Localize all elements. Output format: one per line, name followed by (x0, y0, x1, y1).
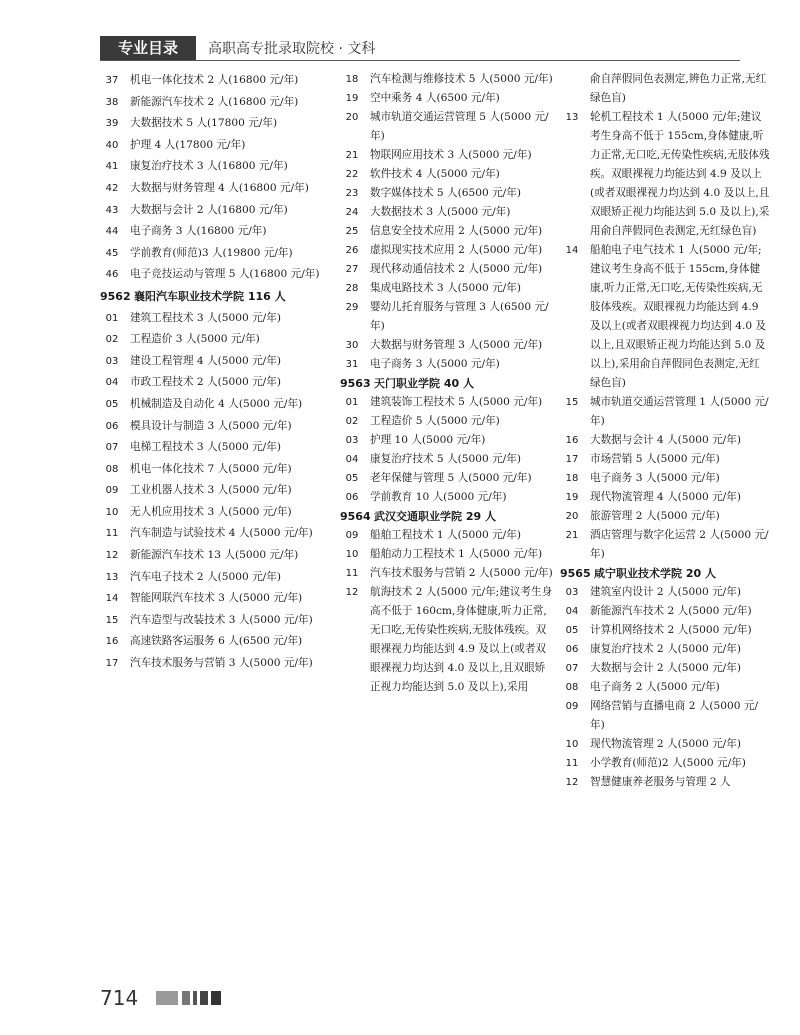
program-entry (100, 459, 334, 481)
program-code: 13 (565, 112, 579, 123)
program-code: 08 (105, 463, 119, 475)
program-code: 04 (345, 454, 359, 465)
program-entry (560, 621, 770, 640)
column-1 (100, 70, 334, 675)
program-entry (100, 567, 334, 589)
program-text: 汽车检测与维修技术 5 人(5000 元/年) (370, 73, 553, 85)
program-entry (100, 264, 334, 286)
program-code: 11 (345, 568, 359, 579)
school-code: 9565 (560, 567, 591, 580)
program-entry (340, 431, 554, 450)
program-code: 05 (105, 398, 119, 410)
program-entry (560, 583, 770, 602)
program-text: 城市轨道交通运营管理 5 人(5000 元/年) (370, 111, 549, 142)
program-code: 23 (345, 188, 359, 199)
program-code: 37 (105, 75, 119, 86)
school-code: 9563 (340, 377, 371, 390)
program-text: 机电一体化技术 2 人(16800 元/年) (130, 74, 299, 86)
program-text: 大数据与财务管理 3 人(5000 元/年) (370, 339, 543, 351)
program-text: 软件技术 4 人(5000 元/年) (370, 168, 500, 180)
page-header (100, 36, 740, 62)
program-code: 18 (565, 473, 579, 484)
program-text: 酒店管理与数字化运营 2 人(5000 元/年) (590, 529, 769, 560)
program-text: 现代物流管理 2 人(5000 元/年) (590, 738, 741, 750)
program-entry (340, 564, 554, 583)
program-text: 机电一体化技术 7 人(5000 元/年) (130, 462, 292, 475)
program-text: 工程造价 3 人(5000 元/年) (130, 333, 260, 346)
column-2 (340, 70, 554, 697)
program-text: 大数据与财务管理 4 人(16800 元/年) (130, 181, 309, 194)
footer-bar (193, 991, 197, 1005)
school-code: 9562 (100, 289, 131, 303)
program-entry (340, 279, 554, 298)
program-text: 智慧健康养老服务与管理 2 人 (590, 776, 731, 788)
program-entry (100, 437, 334, 459)
program-code: 38 (105, 96, 119, 108)
program-code: 30 (345, 340, 359, 351)
program-code: 12 (345, 587, 359, 598)
school-code: 9564 (340, 510, 371, 523)
program-text: 轮机工程技术 1 人(5000 元/年;建议考生身高不低于 155cm,身体健康,听力正常,无口吃,无传染性疾病,无肢体残疾。双眼裸视力均能达到 4.9 及以上(或者双眼裸视力均达到 4.0 及以上,且双眼矫正视力均能达到 5.0 及以上),采用俞自萍假同色表测定,无红绿色盲) (590, 111, 770, 237)
program-entry (560, 241, 770, 393)
program-text: 网络营销与直播电商 2 人(5000 元/年) (590, 700, 759, 731)
program-code: 02 (105, 334, 119, 346)
program-entry (100, 588, 334, 610)
program-code: 06 (345, 492, 359, 503)
school-name: 咸宁职业技术学院 20 人 (594, 567, 716, 580)
footer-decoration (156, 991, 226, 1005)
program-entry (560, 507, 770, 526)
program-code: 19 (565, 492, 579, 503)
program-text: 船舶工程技术 1 人(5000 元/年) (370, 529, 521, 541)
program-entry (100, 135, 334, 157)
program-code: 10 (565, 739, 579, 750)
program-code: 40 (105, 139, 119, 151)
program-code: 06 (565, 644, 579, 655)
program-entry (100, 653, 334, 675)
program-entry (340, 298, 554, 336)
program-text: 大数据与会计 2 人(5000 元/年) (590, 662, 741, 674)
header-divider (100, 60, 740, 61)
program-code: 03 (105, 355, 119, 367)
program-code: 02 (345, 416, 359, 427)
program-entry (340, 336, 554, 355)
program-text: 模具设计与制造 3 人(5000 元/年) (130, 419, 292, 432)
program-entry (340, 203, 554, 222)
program-entry (340, 146, 554, 165)
program-entry (100, 372, 334, 394)
program-text: 新能源汽车技术 2 人(16800 元/年) (130, 95, 299, 108)
program-entry (340, 450, 554, 469)
footer-bar (182, 991, 190, 1005)
program-entry (560, 450, 770, 469)
program-code: 43 (105, 204, 119, 216)
program-entry (560, 773, 770, 792)
program-text: 信息安全技术应用 2 人(5000 元/年) (370, 225, 543, 237)
program-text: 护理 4 人(17800 元/年) (130, 138, 246, 151)
program-text: 集成电路技术 3 人(5000 元/年) (370, 282, 521, 294)
program-text: 智能网联汽车技术 3 人(5000 元/年) (130, 592, 303, 605)
program-code: 21 (565, 530, 579, 541)
program-text: 婴幼儿托育服务与管理 3 人(6500 元/年) (370, 301, 549, 332)
program-code: 12 (565, 777, 579, 788)
program-entry (100, 545, 334, 567)
program-text: 学前教育 10 人(5000 元/年) (370, 491, 507, 503)
program-entry (340, 89, 554, 108)
program-code: 20 (345, 112, 359, 123)
program-code: 45 (105, 247, 119, 259)
program-code: 09 (105, 485, 119, 497)
program-text: 俞自萍假同色表测定,辨色力正常,无红绿色盲) (590, 73, 767, 104)
program-code: 13 (105, 571, 119, 583)
program-code: 03 (565, 587, 579, 598)
program-entry (100, 113, 334, 135)
footer-bar (211, 991, 221, 1005)
program-entry (100, 92, 334, 114)
program-entry (560, 526, 770, 564)
school-name: 襄阳汽车职业技术学院 116 人 (134, 289, 286, 303)
footer-bar (156, 991, 178, 1005)
program-code: 44 (105, 226, 119, 238)
program-code: 08 (565, 682, 579, 693)
program-entry (100, 178, 334, 200)
program-code: 18 (345, 74, 359, 85)
program-code: 09 (345, 530, 359, 541)
program-text: 大数据与会计 2 人(16800 元/年) (130, 203, 288, 216)
program-code: 17 (105, 658, 119, 670)
program-text: 大数据与会计 4 人(5000 元/年) (590, 434, 741, 446)
program-text: 无人机应用技术 3 人(5000 元/年) (130, 505, 292, 518)
program-code: 19 (345, 93, 359, 104)
section-subtitle: 高职高专批录取院校 · 文科 (208, 41, 376, 57)
program-entry (340, 545, 554, 564)
program-text: 新能源汽车技术 2 人(5000 元/年) (590, 605, 752, 617)
school-heading (560, 564, 770, 583)
program-entry (560, 469, 770, 488)
program-text: 老年保健与管理 5 人(5000 元/年) (370, 472, 532, 484)
program-entry (560, 640, 770, 659)
program-code: 01 (105, 312, 119, 324)
program-code: 05 (345, 473, 359, 484)
program-text: 数字媒体技术 5 人(6500 元/年) (370, 187, 521, 199)
program-code: 39 (105, 118, 119, 130)
program-entry (560, 754, 770, 773)
program-text: 康复治疗技术 5 人(5000 元/年) (370, 453, 521, 465)
program-text: 船舶动力工程技术 1 人(5000 元/年) (370, 548, 543, 560)
program-text: 航海技术 2 人(5000 元/年;建议考生身高不低于 160cm,身体健康,听力正常,无口吃,无传染性疾病,无肢体残疾。双眼裸视力均能达到 4.9 及以上(或者双眼裸视力均达到 4.0 及以上,且双眼矫正视力均能达到 5.0 及以上),采用 (370, 586, 553, 693)
program-text: 建设工程管理 4 人(5000 元/年) (130, 354, 281, 367)
program-text: 电子商务 3 人(5000 元/年) (590, 472, 720, 484)
program-text: 大数据技术 5 人(17800 元/年) (130, 117, 278, 130)
program-text: 电子商务 3 人(16800 元/年) (130, 225, 267, 238)
program-text: 电子商务 2 人(5000 元/年) (590, 681, 720, 693)
program-text: 小学教育(师范)2 人(5000 元/年) (590, 757, 746, 769)
program-code: 31 (345, 359, 359, 370)
page-number: 714 (100, 986, 139, 1010)
program-entry (340, 488, 554, 507)
program-text: 学前教育(师范)3 人(19800 元/年) (130, 246, 293, 259)
program-code: 24 (345, 207, 359, 218)
program-code: 27 (345, 264, 359, 275)
program-text: 汽车电子技术 2 人(5000 元/年) (130, 570, 281, 583)
program-text: 汽车技术服务与营销 2 人(5000 元/年) (370, 567, 553, 579)
program-code: 09 (565, 701, 579, 712)
program-entry (560, 678, 770, 697)
program-text: 现代物流管理 4 人(5000 元/年) (590, 491, 741, 503)
program-text: 计算机网络技术 2 人(5000 元/年) (590, 624, 752, 636)
school-heading (340, 374, 554, 393)
program-text: 城市轨道交通运营管理 1 人(5000 元/年) (590, 396, 769, 427)
footer-bar (200, 991, 208, 1005)
program-text: 电子商务 3 人(5000 元/年) (370, 358, 500, 370)
program-entry (100, 610, 334, 632)
column-3 (560, 70, 770, 792)
program-code: 04 (565, 606, 579, 617)
program-text: 大数据技术 3 人(5000 元/年) (370, 206, 511, 218)
program-text: 高速铁路客运服务 6 人(6500 元/年) (130, 635, 303, 648)
program-entry (340, 222, 554, 241)
program-entry (100, 221, 334, 243)
program-entry (340, 355, 554, 374)
program-code: 17 (565, 454, 579, 465)
program-code: 41 (105, 161, 119, 173)
program-entry (340, 108, 554, 146)
program-code: 05 (565, 625, 579, 636)
program-text: 汽车造型与改装技术 3 人(5000 元/年) (130, 613, 313, 626)
program-text: 康复治疗技术 2 人(5000 元/年) (590, 643, 741, 655)
program-text: 康复治疗技术 3 人(16800 元/年) (130, 160, 288, 173)
program-code: 01 (345, 397, 359, 408)
program-text: 市政工程技术 2 人(5000 元/年) (130, 376, 281, 389)
school-heading (100, 286, 334, 308)
program-text: 建筑装饰工程技术 5 人(5000 元/年) (370, 396, 543, 408)
entry-continuation (560, 70, 770, 108)
program-code: 21 (345, 150, 359, 161)
program-code: 10 (105, 506, 119, 518)
program-entry (340, 260, 554, 279)
program-text: 建筑室内设计 2 人(5000 元/年) (590, 586, 741, 598)
program-entry (100, 243, 334, 265)
program-code: 42 (105, 182, 119, 194)
program-text: 机械制造及自动化 4 人(5000 元/年) (130, 397, 303, 410)
program-entry (560, 393, 770, 431)
program-entry (100, 523, 334, 545)
program-text: 汽车技术服务与营销 3 人(5000 元/年) (130, 657, 313, 670)
program-entry (100, 394, 334, 416)
program-text: 电子竞技运动与管理 5 人(16800 元/年) (130, 268, 320, 281)
school-name: 天门职业学院 40 人 (374, 377, 474, 390)
program-code: 12 (105, 550, 119, 562)
program-text: 旅游管理 2 人(5000 元/年) (590, 510, 720, 522)
program-text: 新能源汽车技术 13 人(5000 元/年) (130, 549, 299, 562)
program-entry (100, 351, 334, 373)
program-entry (560, 431, 770, 450)
program-entry (100, 70, 334, 92)
program-code: 14 (565, 245, 579, 256)
program-text: 电梯工程技术 3 人(5000 元/年) (130, 441, 281, 454)
program-code: 22 (345, 169, 359, 180)
program-entry (100, 502, 334, 524)
program-text: 工业机器人技术 3 人(5000 元/年) (130, 484, 292, 497)
program-entry (100, 416, 334, 438)
program-text: 船舶电子电气技术 1 人(5000 元/年;建议考生身高不低于 155cm,身体健康,听力正常,无口吃,无传染性疾病,无肢体残疾。双眼裸视力均能达到 4.9 及以上(或者双眼裸视力均达到 4.0 及以上,且双眼矫正视力均能达到 5.0 及以上),采用俞自萍假同色表测定,无红绿色盲) (590, 244, 767, 389)
program-code: 16 (565, 435, 579, 446)
program-entry (340, 165, 554, 184)
program-entry (560, 602, 770, 621)
program-entry (560, 697, 770, 735)
school-heading (340, 507, 554, 526)
program-code: 16 (105, 636, 119, 648)
program-code: 15 (105, 614, 119, 626)
program-code: 46 (105, 269, 119, 281)
program-text: 现代移动通信技术 2 人(5000 元/年) (370, 263, 543, 275)
program-text: 工程造价 5 人(5000 元/年) (370, 415, 500, 427)
program-code: 04 (105, 377, 119, 389)
program-entry (340, 469, 554, 488)
program-text: 虚拟现实技术应用 2 人(5000 元/年) (370, 244, 543, 256)
program-entry (340, 412, 554, 431)
program-entry (100, 156, 334, 178)
section-tag: 专业目录 (100, 36, 196, 60)
program-entry (340, 241, 554, 260)
school-name: 武汉交通职业学院 29 人 (374, 510, 496, 523)
program-text: 护理 10 人(5000 元/年) (370, 434, 486, 446)
program-code: 06 (105, 420, 119, 432)
program-code: 29 (345, 302, 359, 313)
program-entry (340, 393, 554, 412)
program-text: 汽车制造与试验技术 4 人(5000 元/年) (130, 527, 313, 540)
program-text: 空中乘务 4 人(6500 元/年) (370, 92, 500, 104)
program-code: 26 (345, 245, 359, 256)
program-text: 市场营销 5 人(5000 元/年) (590, 453, 720, 465)
program-entry (340, 583, 554, 697)
program-code: 15 (565, 397, 579, 408)
program-code: 20 (565, 511, 579, 522)
program-code: 10 (345, 549, 359, 560)
program-entry (340, 184, 554, 203)
program-text: 物联网应用技术 3 人(5000 元/年) (370, 149, 532, 161)
program-code: 25 (345, 226, 359, 237)
program-code: 14 (105, 593, 119, 605)
program-entry (560, 659, 770, 678)
program-entry (340, 526, 554, 545)
program-entry (340, 70, 554, 89)
program-entry (100, 329, 334, 351)
program-code: 11 (565, 758, 579, 769)
program-code: 03 (345, 435, 359, 446)
page-footer (100, 985, 300, 1015)
program-code: 28 (345, 283, 359, 294)
program-entry (100, 308, 334, 330)
program-entry (560, 735, 770, 754)
program-text: 建筑工程技术 3 人(5000 元/年) (130, 311, 281, 324)
program-entry (100, 480, 334, 502)
program-code: 07 (105, 442, 119, 454)
program-code: 11 (105, 528, 119, 540)
program-entry (560, 488, 770, 507)
program-entry (100, 200, 334, 222)
program-entry (560, 108, 770, 241)
program-code: 07 (565, 663, 579, 674)
program-entry (100, 631, 334, 653)
